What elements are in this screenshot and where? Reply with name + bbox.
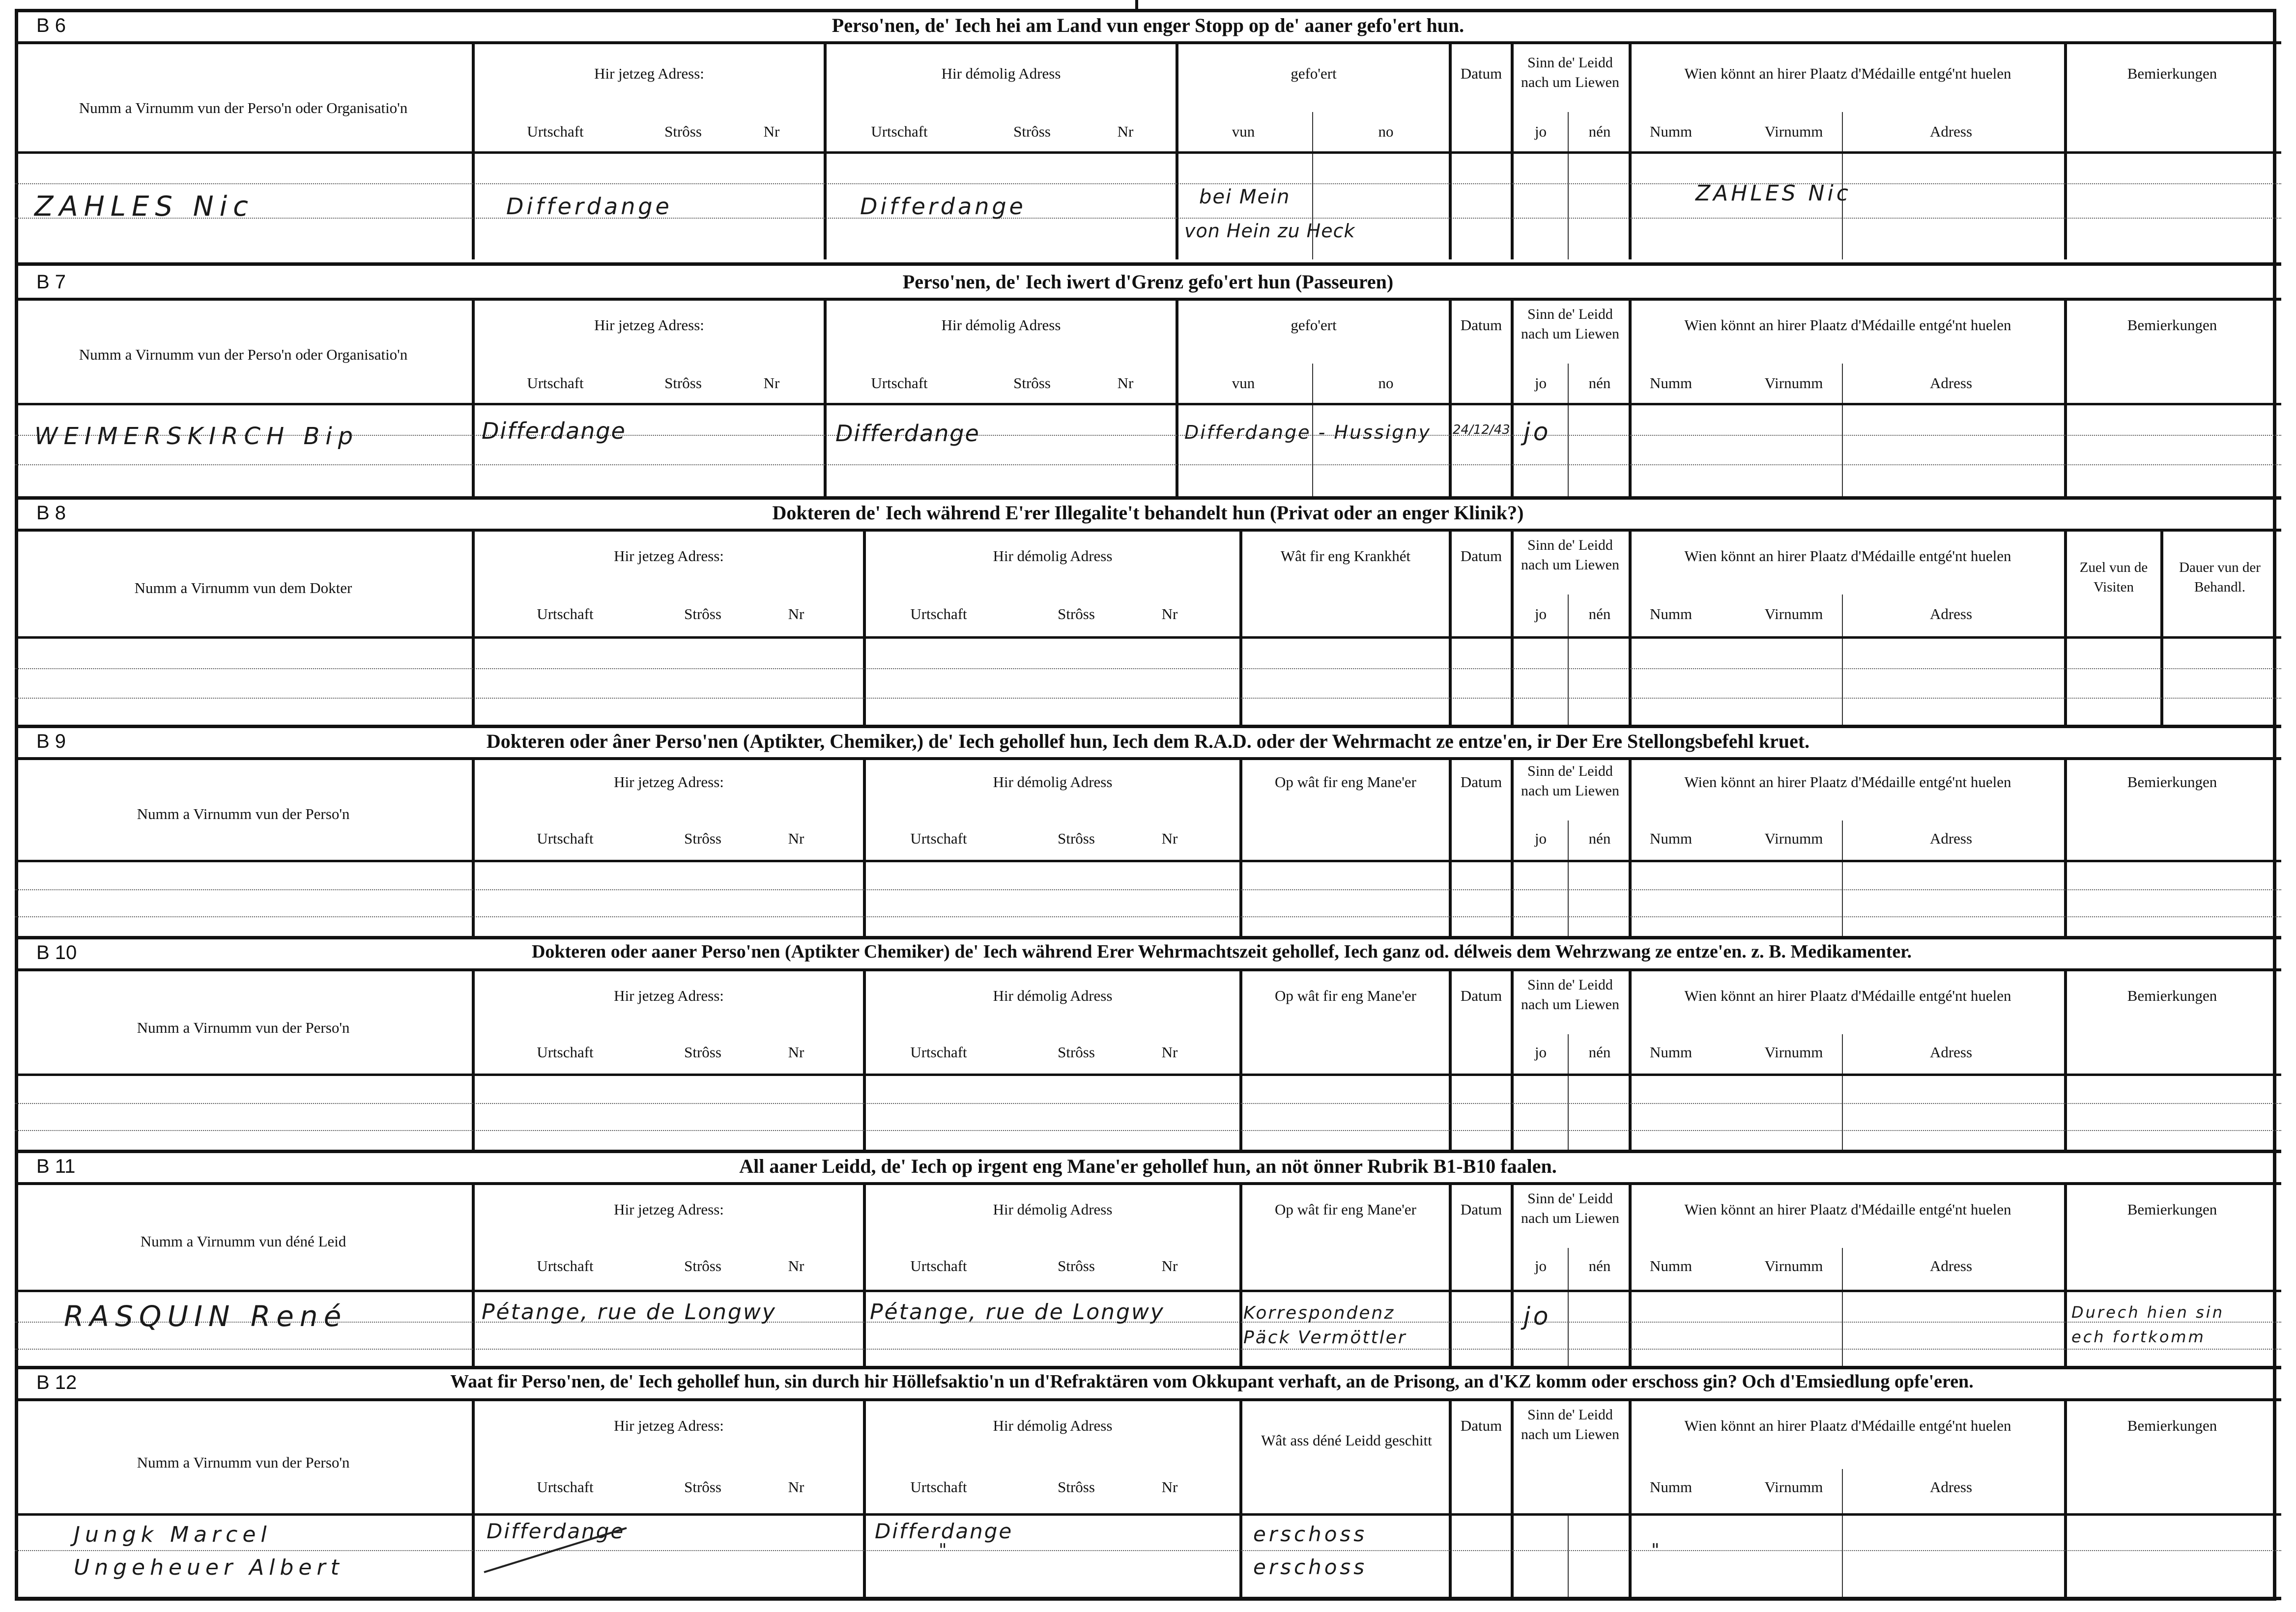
col-street: Strôss <box>684 605 721 622</box>
entry-manner-line1: Korrespondenz <box>1243 1303 1395 1323</box>
entry-transport-to: von Hein zu Heck <box>1184 220 1355 242</box>
entry-former-address: Pétange, rue de Longwy <box>870 1300 1165 1325</box>
col-street: Strôss <box>1058 1257 1095 1274</box>
col-former-address-header: Hir démolig Adress <box>993 773 1113 791</box>
section-b7 <box>15 265 2281 496</box>
rule <box>1629 971 1632 1150</box>
col-number: Nr <box>788 1044 804 1061</box>
col-date-header: Datum <box>1460 65 1502 82</box>
rule <box>1511 971 1514 1150</box>
rule <box>1511 301 1514 496</box>
rule <box>1568 1513 1569 1597</box>
rule <box>1239 532 1242 725</box>
rule <box>2064 532 2067 725</box>
col-manner-header: Op wât fir eng Mane'er <box>1275 773 1416 791</box>
strike-line <box>479 1523 636 1577</box>
col-medal-header: Wien könnt an hirer Plaatz d'Médaille entgé'nt huelen <box>1684 65 2011 82</box>
col-current-address-header: Hir jetzeg Adress: <box>614 987 724 1004</box>
entry-former-address: Differdange <box>875 1519 1013 1543</box>
section-header <box>15 496 2281 532</box>
rule <box>863 1185 866 1366</box>
col-street: Strôss <box>664 123 702 140</box>
col-number: Nr <box>1117 374 1134 392</box>
section-header <box>15 9 2281 44</box>
col-date-header: Datum <box>1460 987 1502 1004</box>
section-number: B 12 <box>36 1372 77 1393</box>
rule <box>472 760 475 936</box>
col-current-address-header: Hir jetzeg Adress: <box>614 773 724 791</box>
entry-remarks-line2: ech fortkomm <box>2071 1328 2206 1346</box>
col-firstname: Virnumm <box>1764 1478 1823 1496</box>
section-title: Perso'nen, de' Iech hei am Land vun enger Stopp op de' aaner gefo'ert hun. <box>832 14 1464 36</box>
rule <box>1568 594 1569 725</box>
section-number: B 6 <box>36 15 66 36</box>
col-yes: jo <box>1534 605 1547 622</box>
col-date-header: Datum <box>1460 1201 1502 1218</box>
rule <box>2064 301 2067 496</box>
col-street: Strôss <box>684 1257 721 1274</box>
col-date-header: Datum <box>1460 547 1502 565</box>
col-street: Strôss <box>1058 830 1095 847</box>
entry-name: WEIMERSKIRCH Bip <box>34 423 359 450</box>
rule <box>824 301 827 496</box>
rule <box>15 532 18 725</box>
col-name-header: Numm a Virnumm vun der Perso'n oder Organisatio'n <box>79 99 408 116</box>
section-number: B 7 <box>36 271 66 293</box>
col-name-header: Numm a Virnumm vun der Perso'n oder Organisatio'n <box>79 346 408 363</box>
entry-alive: jo <box>1523 418 1551 446</box>
rule <box>2064 1185 2067 1366</box>
rule <box>1239 760 1242 936</box>
col-locality: Urtschaft <box>537 830 594 847</box>
col-firstname: Virnumm <box>1764 374 1823 392</box>
rule <box>1239 1185 1242 1366</box>
entry-former-address-ditto: " <box>939 1540 950 1560</box>
entry-medal-ditto: " <box>1651 1540 1663 1560</box>
col-number: Nr <box>1161 1257 1178 1274</box>
rule <box>1629 1401 1632 1597</box>
rule <box>15 668 2281 669</box>
col-name-header: Numm a Virnumm vun der Perso'n <box>137 805 350 822</box>
entry-current-address: Differdange <box>506 193 672 220</box>
col-locality: Urtschaft <box>910 1478 967 1496</box>
rule <box>1239 1401 1242 1597</box>
rule <box>1568 112 1569 259</box>
rule <box>15 301 18 496</box>
col-number: Nr <box>1161 1478 1178 1496</box>
section-title: Perso'nen, de' Iech iwert d'Grenz gefo'ert hun (Passeuren) <box>902 271 1394 293</box>
col-former-address-header: Hir démolig Adress <box>993 547 1113 565</box>
col-number: Nr <box>763 374 780 392</box>
entry-what: erschoss <box>1253 1522 1368 1546</box>
col-street: Strôss <box>1013 123 1051 140</box>
col-locality: Urtschaft <box>537 1478 594 1496</box>
section-b11 <box>15 1150 2281 1366</box>
col-yes: jo <box>1534 123 1547 140</box>
rule <box>2160 532 2163 725</box>
section-b8 <box>15 496 2281 725</box>
col-yes: jo <box>1534 1257 1547 1274</box>
col-remarks-header: Bemierkungen <box>2127 65 2217 82</box>
col-current-address-header: Hir jetzeg Adress: <box>614 547 724 565</box>
rule <box>2064 760 2067 936</box>
col-name-header: Numm a Virnumm vun déné Leid <box>140 1233 346 1250</box>
col-what-header: Wât ass déné Leidd geschitt <box>1261 1432 1432 1449</box>
rule <box>1449 301 1452 496</box>
section-number: B 10 <box>36 942 77 963</box>
col-remarks-header: Bemierkungen <box>2127 773 2217 791</box>
entry-current-address: Pétange, rue de Longwy <box>482 1300 776 1325</box>
rule <box>15 1513 2281 1516</box>
section-title: All aaner Leidd, de' Iech op irgent eng Mane'er gehollef hun, an nöt önner Rubrik B1-B10 faalen. <box>739 1155 1557 1177</box>
col-yes: jo <box>1534 1044 1547 1061</box>
section-number: B 11 <box>36 1156 76 1177</box>
col-remarks-header: Bemierkungen <box>2127 316 2217 334</box>
rule <box>1568 1248 1569 1366</box>
col-surname: Numm <box>1649 830 1693 847</box>
col-address: Adress <box>1929 1044 1973 1061</box>
entry-current-address: Differdange <box>487 1519 625 1543</box>
col-duration-header: Dauer vun der Behandl. <box>2179 560 2261 595</box>
col-locality: Urtschaft <box>537 1044 594 1061</box>
rule <box>1511 760 1514 936</box>
rule <box>15 1349 2281 1350</box>
rule <box>15 889 2281 890</box>
col-number: Nr <box>1161 1044 1178 1061</box>
section-header <box>15 725 2281 760</box>
rule <box>1176 301 1178 496</box>
col-name-header: Numm a Virnumm vun dem Dokter <box>134 579 352 596</box>
col-medal-header: Wien könnt an hirer Plaatz d'Médaille entgé'nt huelen <box>1684 773 2011 791</box>
entry-remarks-line1: Durech hien sin <box>2071 1303 2224 1322</box>
col-surname: Numm <box>1649 1478 1693 1496</box>
rule <box>2064 971 2067 1150</box>
col-number: Nr <box>763 123 780 140</box>
col-yes: jo <box>1534 830 1547 847</box>
rule <box>1629 301 1632 496</box>
entry-former-address: Differdange <box>860 193 1026 220</box>
col-surname: Numm <box>1649 123 1693 140</box>
col-no: nén <box>1588 1257 1611 1274</box>
rule <box>863 532 866 725</box>
col-no: nén <box>1588 605 1611 622</box>
col-locality: Urtschaft <box>527 123 584 140</box>
col-name-header: Numm a Virnumm vun der Perso'n <box>137 1019 350 1036</box>
col-to: no <box>1378 123 1394 140</box>
rule <box>472 971 475 1150</box>
rule <box>1842 364 1843 496</box>
rule <box>1842 1248 1843 1366</box>
col-address: Adress <box>1929 830 1973 847</box>
entry-name: Jungk Marcel <box>74 1522 272 1547</box>
col-surname: Numm <box>1649 1044 1693 1061</box>
col-no: nén <box>1588 830 1611 847</box>
rule <box>472 1401 475 1597</box>
col-visits-header: Zuel vun de Visiten <box>2079 560 2148 595</box>
col-firstname: Virnumm <box>1764 123 1823 140</box>
col-number: Nr <box>1161 605 1178 622</box>
col-remarks-header: Bemierkungen <box>2127 987 2217 1004</box>
col-address: Adress <box>1929 605 1973 622</box>
section-title: Dokteren de' Iech während E'rer Illegalite't behandelt hun (Privat oder an enger Klinik?) <box>772 502 1524 524</box>
col-manner-header: Op wât fir eng Mane'er <box>1275 987 1416 1004</box>
col-address: Adress <box>1929 1478 1973 1496</box>
col-locality: Urtschaft <box>910 1257 967 1274</box>
col-locality: Urtschaft <box>871 123 928 140</box>
col-illness-header: Wât fir eng Krankhét <box>1280 547 1411 565</box>
entry-name: ZAHLES Nic <box>34 191 254 223</box>
col-number: Nr <box>1117 123 1134 140</box>
col-firstname: Virnumm <box>1764 830 1823 847</box>
rule <box>1449 1401 1452 1597</box>
col-from: vun <box>1232 374 1255 392</box>
rule <box>15 1074 2281 1076</box>
col-remarks-header: Bemierkungen <box>2127 1417 2217 1434</box>
rule <box>1568 820 1569 936</box>
entry-what: erschoss <box>1253 1555 1368 1579</box>
col-date-header: Datum <box>1460 1417 1502 1434</box>
col-number: Nr <box>788 1257 804 1274</box>
col-medal-header: Wien könnt an hirer Plaatz d'Médaille entgé'nt huelen <box>1684 316 2011 334</box>
entry-transport: Differdange - Hussigny <box>1184 422 1431 443</box>
col-street: Strôss <box>1058 605 1095 622</box>
col-former-address-header: Hir démolig Adress <box>941 316 1061 334</box>
col-surname: Numm <box>1649 605 1693 622</box>
col-alive-header: Sinn de' Leidd nach um Liewen <box>1521 306 1619 342</box>
section-number: B 9 <box>36 731 66 752</box>
rule <box>472 301 475 496</box>
rule <box>15 183 2281 184</box>
col-firstname: Virnumm <box>1764 1044 1823 1061</box>
col-number: Nr <box>1161 830 1178 847</box>
col-locality: Urtschaft <box>871 374 928 392</box>
rule <box>1449 760 1452 936</box>
rule <box>15 860 2281 862</box>
rule <box>15 403 2281 405</box>
rule <box>1629 1185 1632 1366</box>
col-former-address-header: Hir démolig Adress <box>941 65 1061 82</box>
strike-line-stroke <box>484 1528 627 1572</box>
section-title: Dokteren oder aaner Perso'nen (Aptikter Chemiker) de' Iech während Erer Wehrmachtszeit gehollef, Iech ganz od. délweis dem Wehrzwang ze entze'en. z. B. Medikamenter. <box>531 941 1912 962</box>
rule <box>1568 364 1569 496</box>
rule <box>1449 1185 1452 1366</box>
col-from: vun <box>1232 123 1255 140</box>
col-date-header: Datum <box>1460 316 1502 334</box>
col-current-address-header: Hir jetzeg Adress: <box>614 1201 724 1218</box>
col-date-header: Datum <box>1460 773 1502 791</box>
col-former-address-header: Hir démolig Adress <box>993 1201 1113 1218</box>
col-former-address-header: Hir démolig Adress <box>993 987 1113 1004</box>
col-number: Nr <box>788 1478 804 1496</box>
col-no: nén <box>1588 123 1611 140</box>
col-no: nén <box>1588 374 1611 392</box>
col-manner-header: Op wât fir eng Mane'er <box>1275 1201 1416 1218</box>
rule <box>472 1185 475 1366</box>
col-medal-header: Wien könnt an hirer Plaatz d'Médaille entgé'nt huelen <box>1684 1201 2011 1218</box>
col-street: Strôss <box>684 1478 721 1496</box>
section-header <box>15 936 2281 971</box>
section-b10 <box>15 936 2281 1150</box>
rule <box>15 1401 18 1597</box>
rule <box>15 1103 2281 1104</box>
entry-former-address: Differdange <box>835 420 980 447</box>
section-b6 <box>15 9 2281 259</box>
col-street: Strôss <box>684 1044 721 1061</box>
col-remarks-header: Bemierkungen <box>2127 1201 2217 1218</box>
col-number: Nr <box>788 605 804 622</box>
col-locality: Urtschaft <box>910 830 967 847</box>
col-street: Strôss <box>684 830 721 847</box>
col-locality: Urtschaft <box>527 374 584 392</box>
col-alive-header: Sinn de' Leidd nach um Liewen <box>1521 763 1619 799</box>
rule <box>1842 1469 1843 1597</box>
col-alive-header: Sinn de' Leidd nach um Liewen <box>1521 55 1619 90</box>
rule <box>1511 532 1514 725</box>
rule <box>472 532 475 725</box>
section-number: B 8 <box>36 502 66 524</box>
rule <box>15 971 18 1150</box>
section-header <box>15 1366 2281 1401</box>
entry-transport-from: bei Mein <box>1199 186 1291 208</box>
col-street: Strôss <box>664 374 702 392</box>
rule <box>15 698 2281 699</box>
col-street: Strôss <box>1058 1044 1095 1061</box>
section-b12 <box>15 1366 2281 1597</box>
entry-medal-name: ZAHLES Nic <box>1695 181 1851 206</box>
section-title: Waat fir Perso'nen, de' Iech gehollef hun, sin durch hir Höllefsaktio'n un d'Refraktären vom Okkupant verhaft, an de Prisong, an d'KZ komm oder erschoss gin? Och d'Emsiedlung opfe'eren. <box>450 1371 1974 1392</box>
entry-manner-line2: Päck Vermöttler <box>1243 1328 1407 1348</box>
col-firstname: Virnumm <box>1764 1257 1823 1274</box>
rule <box>863 760 866 936</box>
col-locality: Urtschaft <box>910 1044 967 1061</box>
section-header <box>15 265 2281 301</box>
section-header <box>15 1150 2281 1185</box>
col-medal-header: Wien könnt an hirer Plaatz d'Médaille entgé'nt huelen <box>1684 547 2011 565</box>
col-locality: Urtschaft <box>537 1257 594 1274</box>
col-current-address-header: Hir jetzeg Adress: <box>594 65 704 82</box>
col-surname: Numm <box>1649 374 1693 392</box>
col-no: nén <box>1588 1044 1611 1061</box>
col-street: Strôss <box>1013 374 1051 392</box>
col-locality: Urtschaft <box>537 605 594 622</box>
col-locality: Urtschaft <box>910 605 967 622</box>
rule <box>1842 820 1843 936</box>
col-address: Adress <box>1929 374 1973 392</box>
rule <box>1842 1034 1843 1150</box>
section-title: Dokteren oder âner Perso'nen (Aptikter, Chemiker,) de' Iech gehollef hun, Iech dem R.A.D. oder der Wehrmacht ze entze'en, ir Der Ere Stellongsbefehl kruet. <box>486 730 1810 752</box>
form-bottom-rule <box>15 1597 2281 1600</box>
col-alive-header: Sinn de' Leidd nach um Liewen <box>1521 1190 1619 1226</box>
col-current-address-header: Hir jetzeg Adress: <box>594 316 704 334</box>
col-former-address-header: Hir démolig Adress <box>993 1417 1113 1434</box>
entry-alive: jo <box>1523 1302 1551 1330</box>
col-surname: Numm <box>1649 1257 1693 1274</box>
rule <box>1629 532 1632 725</box>
rule <box>1511 1185 1514 1366</box>
col-name-header: Numm a Virnumm vun der Perso'n <box>137 1454 350 1471</box>
col-transported-header: gefo'ert <box>1291 316 1337 334</box>
rule <box>15 1185 18 1366</box>
rule <box>15 218 2281 219</box>
rule <box>15 151 2281 154</box>
col-alive-header: Sinn de' Leidd nach um Liewen <box>1521 977 1619 1013</box>
col-alive-header: Sinn de' Leidd nach um Liewen <box>1521 537 1619 573</box>
rule <box>15 916 2281 917</box>
col-number: Nr <box>788 830 804 847</box>
rule <box>15 464 2281 465</box>
entry-name: Ungeheuer Albert <box>74 1555 344 1580</box>
entry-name: RASQUIN René <box>64 1300 347 1333</box>
rule <box>863 1401 866 1597</box>
rule <box>1449 532 1452 725</box>
rule <box>1629 760 1632 936</box>
entry-current-address: Differdange <box>482 418 626 444</box>
col-street: Strôss <box>1058 1478 1095 1496</box>
rule <box>2064 1401 2067 1597</box>
col-medal-header: Wien könnt an hirer Plaatz d'Médaille entgé'nt huelen <box>1684 1417 2011 1434</box>
col-firstname: Virnumm <box>1764 605 1823 622</box>
rule <box>1449 971 1452 1150</box>
rule <box>1511 1401 1514 1597</box>
col-transported-header: gefo'ert <box>1291 65 1337 82</box>
rule <box>15 760 18 936</box>
entry-date: 24/12/43 <box>1453 423 1510 437</box>
rule <box>1239 971 1242 1150</box>
col-medal-header: Wien könnt an hirer Plaatz d'Médaille entgé'nt huelen <box>1684 987 2011 1004</box>
rule <box>863 971 866 1150</box>
rule <box>15 1290 2281 1292</box>
col-alive-header: Sinn de' Leidd nach um Liewen <box>1521 1407 1619 1442</box>
rule <box>1568 1034 1569 1150</box>
col-yes: jo <box>1534 374 1547 392</box>
col-current-address-header: Hir jetzeg Adress: <box>614 1417 724 1434</box>
rule <box>1842 594 1843 725</box>
rule <box>15 1550 2281 1551</box>
col-address: Adress <box>1929 123 1973 140</box>
col-to: no <box>1378 374 1394 392</box>
rule <box>15 1130 2281 1131</box>
col-address: Adress <box>1929 1257 1973 1274</box>
rule <box>15 636 2281 639</box>
section-b9 <box>15 725 2281 936</box>
